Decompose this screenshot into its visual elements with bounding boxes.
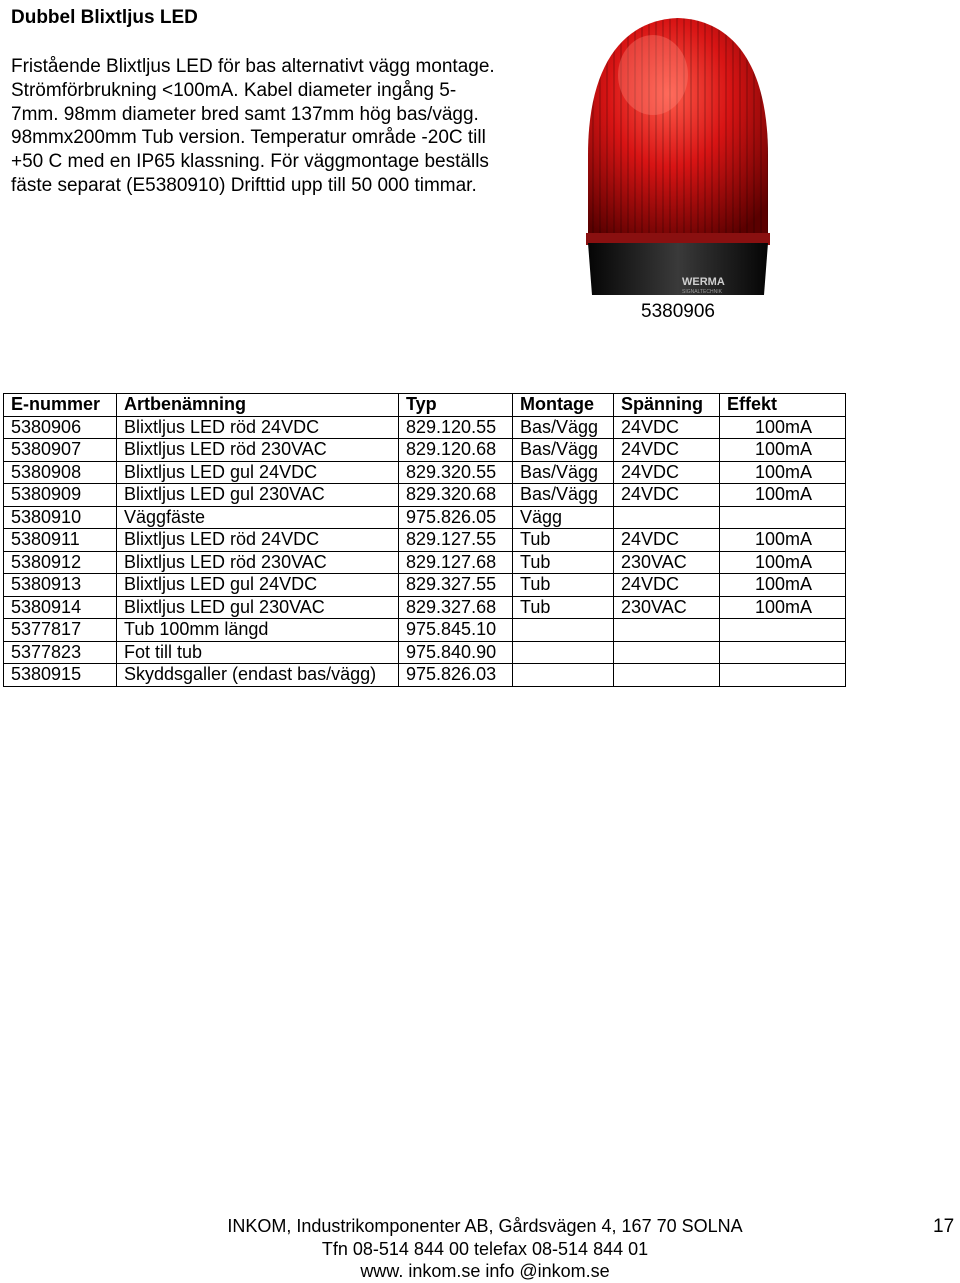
table-cell: Tub xyxy=(513,529,614,552)
table-row xyxy=(4,506,846,529)
column-header: Typ xyxy=(399,394,513,417)
page-number: 17 xyxy=(933,1216,955,1237)
table-cell: Tub 100mm längd xyxy=(117,619,399,642)
description-line: Fristående Blixtljus LED för bas alternativt vägg montage. xyxy=(11,56,495,77)
table-cell: 100mA xyxy=(720,596,846,619)
table-cell: 5380913 xyxy=(4,574,117,597)
product-description xyxy=(11,55,571,198)
table-cell: 829.127.68 xyxy=(399,551,513,574)
table-header-row xyxy=(4,394,846,417)
table-cell: 829.120.55 xyxy=(399,416,513,439)
footer-address: INKOM, Industrikomponenter AB, Gårdsvägen 4, 167 70 SOLNA xyxy=(227,1216,743,1236)
table-row xyxy=(4,416,846,439)
table-cell: Blixtljus LED röd 230VAC xyxy=(117,551,399,574)
table-cell xyxy=(720,506,846,529)
table-cell: Blixtljus LED gul 230VAC xyxy=(117,484,399,507)
table-row xyxy=(4,439,846,462)
table-row xyxy=(4,574,846,597)
table-cell: 230VAC xyxy=(614,596,720,619)
table-cell: 100mA xyxy=(720,439,846,462)
table-row xyxy=(4,664,846,687)
table-row xyxy=(4,619,846,642)
table-row xyxy=(4,641,846,664)
brand-logo: WERMA xyxy=(682,276,725,288)
table-cell: 975.840.90 xyxy=(399,641,513,664)
table-cell xyxy=(513,664,614,687)
table-cell xyxy=(720,664,846,687)
description-line: +50 C med en IP65 klassning. För väggmontage beställs xyxy=(11,151,489,173)
column-header: Artbenämning xyxy=(117,394,399,417)
table-row xyxy=(4,484,846,507)
table-cell: 5377817 xyxy=(4,619,117,642)
table-cell: 230VAC xyxy=(614,551,720,574)
table-cell: 829.320.68 xyxy=(399,484,513,507)
page-footer xyxy=(200,1215,770,1283)
table-cell: Bas/Vägg xyxy=(513,416,614,439)
table-cell: Vägg xyxy=(513,506,614,529)
description-line: fäste separat (E5380910) Drifttid upp till 50 000 timmar. xyxy=(11,174,477,196)
table-cell: Blixtljus LED röd 24VDC xyxy=(117,416,399,439)
table-cell xyxy=(614,506,720,529)
table-cell: Väggfäste xyxy=(117,506,399,529)
table-cell: 24VDC xyxy=(614,484,720,507)
table-cell: 5380909 xyxy=(4,484,117,507)
table-cell: 24VDC xyxy=(614,439,720,462)
table-cell: 829.320.55 xyxy=(399,461,513,484)
table-cell: 829.120.68 xyxy=(399,439,513,462)
table-row xyxy=(4,551,846,574)
table-row xyxy=(4,529,846,552)
column-header: Montage xyxy=(513,394,614,417)
image-caption: 5380906 xyxy=(641,301,715,322)
table-cell: Blixtljus LED röd 24VDC xyxy=(117,529,399,552)
table-row xyxy=(4,596,846,619)
table-cell: 5380912 xyxy=(4,551,117,574)
description-line: Strömförbrukning <100mA. Kabel diameter ingång 5- xyxy=(11,79,457,101)
table-cell: 975.845.10 xyxy=(399,619,513,642)
table-cell: 100mA xyxy=(720,551,846,574)
table-cell: Bas/Vägg xyxy=(513,439,614,462)
table-cell: 829.127.55 xyxy=(399,529,513,552)
table-cell: 5377823 xyxy=(4,641,117,664)
table-cell: Tub xyxy=(513,574,614,597)
table-cell: Bas/Vägg xyxy=(513,461,614,484)
table-cell: Skyddsgaller (endast bas/vägg) xyxy=(117,664,399,687)
table-cell: 100mA xyxy=(720,416,846,439)
table-cell: 975.826.05 xyxy=(399,506,513,529)
table-cell: 5380914 xyxy=(4,596,117,619)
column-header: Effekt xyxy=(720,394,846,417)
page-title: Dubbel Blixtljus LED xyxy=(11,7,198,28)
table-body xyxy=(4,416,846,686)
table-cell: 100mA xyxy=(720,529,846,552)
table-cell: 100mA xyxy=(720,461,846,484)
column-header: E-nummer xyxy=(4,394,117,417)
description-line: 7mm. 98mm diameter bred samt 137mm hög bas/vägg. xyxy=(11,103,479,125)
table-cell: 975.826.03 xyxy=(399,664,513,687)
table-cell: 829.327.55 xyxy=(399,574,513,597)
table-cell: 5380908 xyxy=(4,461,117,484)
table-cell xyxy=(720,641,846,664)
footer-web: www. inkom.se info @inkom.se xyxy=(360,1261,610,1281)
table-cell: Bas/Vägg xyxy=(513,484,614,507)
base-housing xyxy=(588,243,768,295)
table-cell: 24VDC xyxy=(614,461,720,484)
table-cell: Blixtljus LED röd 230VAC xyxy=(117,439,399,462)
table-cell: Tub xyxy=(513,596,614,619)
table-cell xyxy=(720,619,846,642)
table-row xyxy=(4,461,846,484)
product-table xyxy=(3,393,846,687)
table-cell xyxy=(614,619,720,642)
lens-highlight xyxy=(618,35,688,115)
table-cell: Blixtljus LED gul 230VAC xyxy=(117,596,399,619)
table-cell: 24VDC xyxy=(614,416,720,439)
footer-phone: Tfn 08-514 844 00 telefax 08-514 844 01 xyxy=(321,1238,649,1259)
description-line: 98mmx200mm Tub version. Temperatur område -20C till xyxy=(11,127,486,149)
table-cell: 24VDC xyxy=(614,529,720,552)
column-header: Spänning xyxy=(614,394,720,417)
table-cell xyxy=(614,664,720,687)
table-cell: 829.327.68 xyxy=(399,596,513,619)
table-cell: 100mA xyxy=(720,574,846,597)
table-cell: Tub xyxy=(513,551,614,574)
table-cell: 5380906 xyxy=(4,416,117,439)
table-cell: Blixtljus LED gul 24VDC xyxy=(117,574,399,597)
table-cell: 5380907 xyxy=(4,439,117,462)
brand-subtext: SIGNALTECHNIK xyxy=(682,289,722,295)
table-cell xyxy=(614,641,720,664)
table-cell xyxy=(513,619,614,642)
table-cell: 5380915 xyxy=(4,664,117,687)
table-cell: 5380911 xyxy=(4,529,117,552)
product-image xyxy=(578,5,778,301)
table-cell xyxy=(513,641,614,664)
table-cell: Blixtljus LED gul 24VDC xyxy=(117,461,399,484)
table-cell: Fot till tub xyxy=(117,641,399,664)
table-cell: 5380910 xyxy=(4,506,117,529)
table-cell: 100mA xyxy=(720,484,846,507)
table-cell: 24VDC xyxy=(614,574,720,597)
